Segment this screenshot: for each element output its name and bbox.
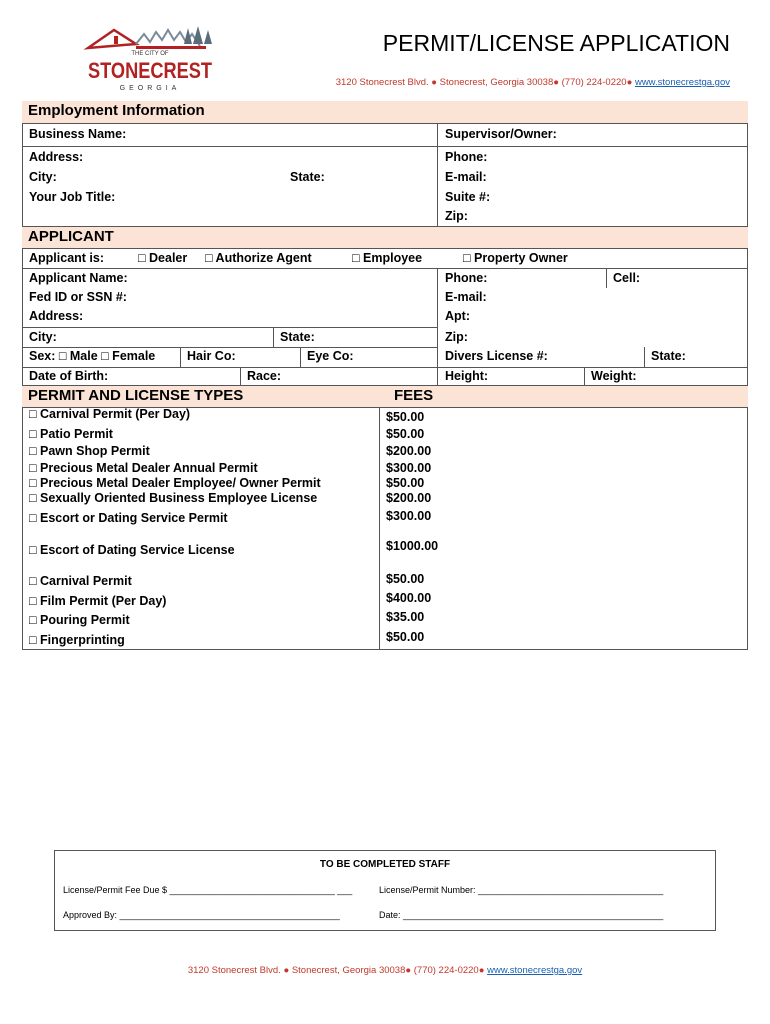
staff-title: TO BE COMPLETED STAFF: [319, 859, 451, 870]
sex-checkboxes[interactable]: Sex: □ Male □ Female: [29, 349, 156, 363]
applicant-column-divider: [437, 268, 438, 386]
employment-table: [22, 123, 748, 227]
permit-fee: $35.00: [386, 610, 425, 624]
permit-fee: $50.00: [386, 427, 425, 441]
date-field[interactable]: Date: ____________________________________________________: [379, 910, 664, 920]
permit-fee: $50.00: [386, 572, 425, 586]
dob-row-top-line: [22, 367, 748, 368]
permit-fee: $200.00: [386, 491, 432, 505]
fees-column-divider: [379, 407, 380, 650]
job-title-field[interactable]: Your Job Title:: [29, 190, 116, 204]
property-owner-checkbox[interactable]: □ Property Owner: [463, 251, 568, 265]
emp-state-field[interactable]: State:: [290, 170, 325, 184]
applicant-cell-field[interactable]: Cell:: [613, 271, 641, 285]
permit-checkbox-item[interactable]: □ Pawn Shop Permit: [29, 444, 150, 458]
applicant-divider: [22, 268, 748, 269]
permit-checkbox-item[interactable]: □ Film Permit (Per Day): [29, 594, 167, 608]
city-state-divider: [273, 327, 274, 347]
city-row-top-line: [22, 327, 437, 328]
permit-number-field[interactable]: License/Permit Number: _____________________________________: [379, 885, 664, 895]
dob-race-divider: [240, 367, 241, 386]
applicant-section-header: APPLICANT: [22, 227, 748, 248]
supervisor-field[interactable]: Supervisor/Owner:: [445, 127, 557, 141]
svg-text:STONECREST: STONECREST: [88, 58, 213, 83]
weight-field[interactable]: Weight:: [591, 369, 637, 383]
applicant-email-field[interactable]: E-mail:: [445, 290, 487, 304]
applicant-city-field[interactable]: City:: [29, 330, 57, 344]
footer-address: [0, 965, 770, 976]
header-website-link[interactable]: www.stonecrestga.gov: [634, 77, 730, 88]
race-field[interactable]: Race:: [247, 369, 282, 383]
applicant-name-field[interactable]: Applicant Name:: [29, 271, 128, 285]
footer-website-link[interactable]: www.stonecrestga.gov: [487, 965, 583, 976]
eye-color-field[interactable]: Eye Co:: [307, 349, 354, 363]
document-title: PERMIT/LICENSE APPLICATION: [382, 30, 730, 56]
permit-checkbox-item[interactable]: □ Pouring Permit: [29, 613, 130, 627]
permit-checkbox-item[interactable]: □ Patio Permit: [29, 427, 113, 441]
sex-hair-divider: [180, 347, 181, 367]
fed-id-field[interactable]: Fed ID or SSN #:: [29, 290, 127, 304]
applicant-state-field[interactable]: State:: [280, 330, 315, 344]
employee-checkbox[interactable]: □ Employee: [352, 251, 423, 265]
dealer-checkbox[interactable]: □ Dealer: [138, 251, 188, 265]
applicant-is-label: Applicant is:: [29, 251, 105, 265]
emp-address-field[interactable]: Address:: [29, 150, 84, 164]
emp-email-field[interactable]: E-mail:: [445, 170, 487, 184]
permit-checkbox-item[interactable]: □ Sexually Oriented Business Employee License: [29, 491, 318, 505]
permit-checkbox-item[interactable]: □ Precious Metal Dealer Annual Permit: [29, 461, 258, 475]
height-field[interactable]: Height:: [445, 369, 489, 383]
permit-fee: $50.00: [386, 410, 425, 424]
employment-divider: [22, 146, 748, 147]
fee-due-field[interactable]: License/Permit Fee Due $ _________________________________ ___: [63, 885, 353, 895]
emp-suite-field[interactable]: Suite #:: [445, 190, 491, 204]
dob-field[interactable]: Date of Birth:: [29, 369, 109, 383]
permit-fee: $300.00: [386, 461, 432, 475]
employment-section-header: Employment Information: [22, 101, 748, 123]
permit-fee: $200.00: [386, 444, 432, 458]
svg-text:GEORGIA: GEORGIA: [119, 85, 181, 92]
svg-text:THE CITY OF: THE CITY OF: [131, 51, 169, 57]
dl-state-field[interactable]: State:: [651, 349, 686, 363]
fees-heading: FEES: [394, 387, 434, 404]
permit-checkbox-item[interactable]: □ Escort or Dating Service Permit: [29, 511, 228, 525]
hair-eye-divider: [300, 347, 301, 367]
cell-divider: [606, 268, 607, 288]
city-logo: [84, 22, 216, 96]
applicant-phone-field[interactable]: Phone:: [445, 271, 488, 285]
permit-checkbox-item[interactable]: □ Carnival Permit: [29, 574, 132, 588]
emp-city-field[interactable]: City:: [29, 170, 57, 184]
permit-fee: $50.00: [386, 630, 425, 644]
permit-fee: $400.00: [386, 591, 432, 605]
employment-column-divider: [437, 123, 438, 227]
permit-checkbox-item[interactable]: □ Precious Metal Dealer Employee/ Owner Permit: [29, 476, 321, 490]
permit-fee: $1000.00: [386, 539, 439, 553]
approved-by-field[interactable]: Approved By: ____________________________________________: [63, 910, 340, 920]
emp-zip-field[interactable]: Zip:: [445, 209, 468, 223]
staff-box: [54, 850, 716, 931]
applicant-address-field[interactable]: Address:: [29, 309, 84, 323]
footer-address-text: 3120 Stonecrest Blvd. ● Stonecrest, Georgia 30038● (770) 224-0220●: [187, 965, 485, 976]
hair-color-field[interactable]: Hair Co:: [187, 349, 236, 363]
dl-state-divider: [644, 347, 645, 367]
permits-section-header: PERMIT AND LICENSE TYPES FEES: [22, 386, 748, 407]
authorize-agent-checkbox[interactable]: □ Authorize Agent: [205, 251, 312, 265]
applicant-zip-field[interactable]: Zip:: [445, 330, 468, 344]
height-weight-divider: [584, 367, 585, 386]
business-name-field[interactable]: Business Name:: [29, 127, 127, 141]
applicant-apt-field[interactable]: Apt:: [445, 309, 470, 323]
header-address: [240, 77, 730, 88]
header-address-text: 3120 Stonecrest Blvd. ● Stonecrest, Georgia 30038● (770) 224-0220●: [335, 77, 633, 88]
permit-checkbox-item[interactable]: □ Escort of Dating Service License: [29, 543, 235, 557]
emp-phone-field[interactable]: Phone:: [445, 150, 488, 164]
permit-checkbox-item[interactable]: □ Carnival Permit (Per Day): [29, 407, 191, 421]
permit-fee: $50.00: [386, 476, 425, 490]
sex-row-top-line: [22, 347, 437, 348]
permit-fee: $300.00: [386, 509, 432, 523]
drivers-license-field[interactable]: Divers License #:: [445, 349, 548, 363]
permit-checkbox-item[interactable]: □ Fingerprinting: [29, 633, 125, 647]
